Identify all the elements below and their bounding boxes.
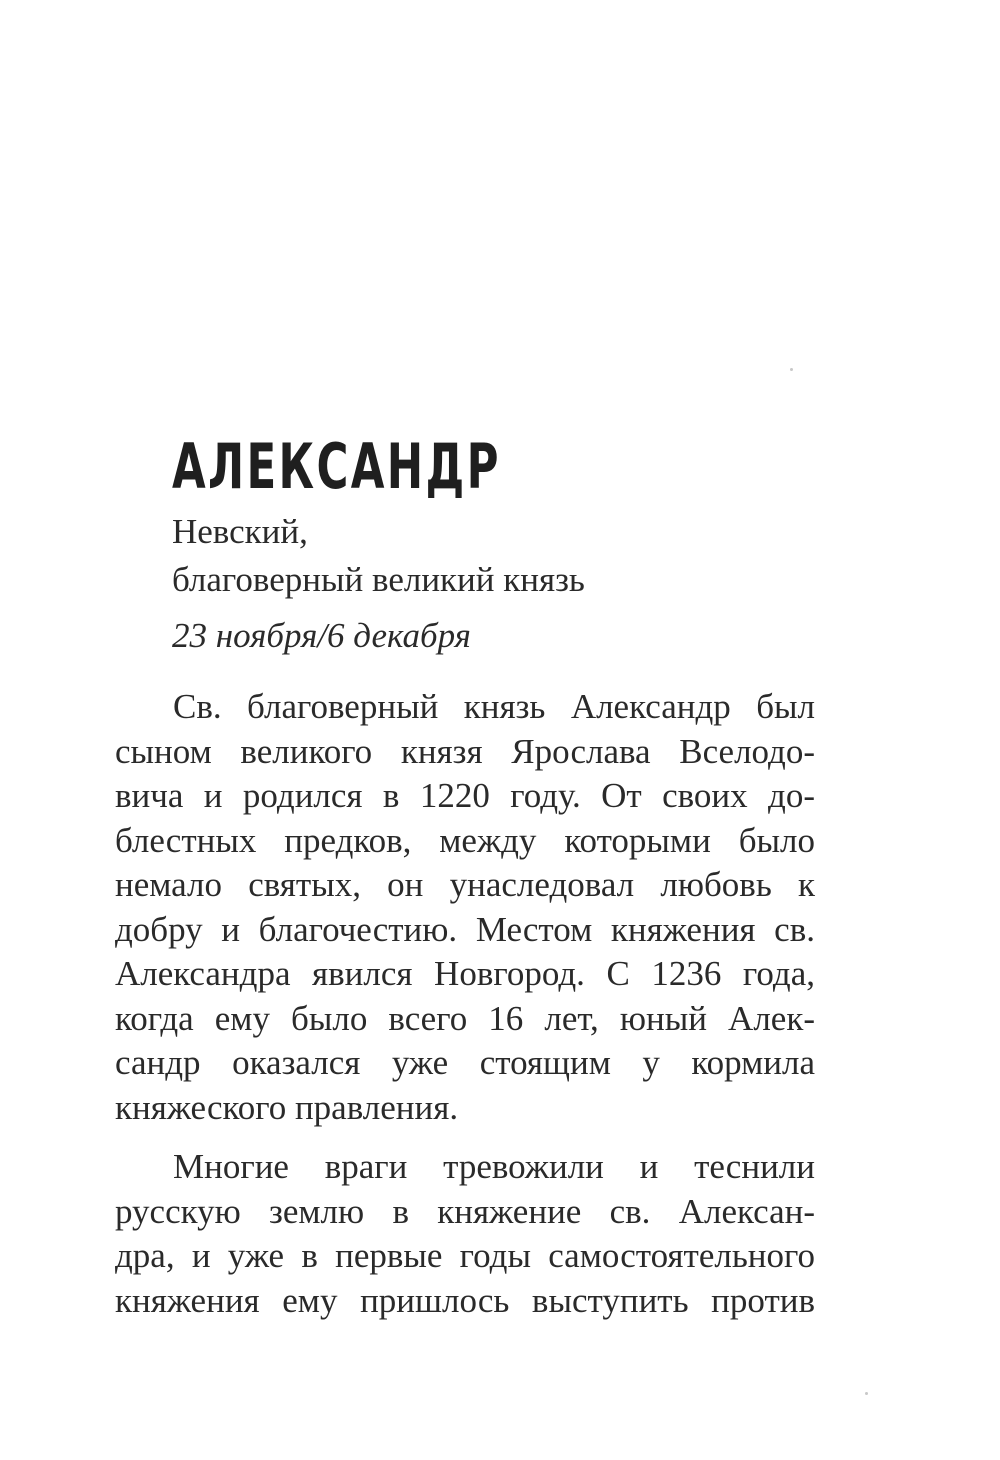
text-line: сыном великого князя Ярослава Вселодо- (115, 731, 815, 771)
text-line: Многие враги тревожили и теснили (173, 1147, 815, 1186)
paper-speck (790, 368, 793, 371)
text-line: блестных предков, между которыми было (115, 820, 815, 860)
paper-speck (865, 1392, 868, 1395)
subtitle-line-2: благоверный великий князь (172, 560, 585, 599)
subtitle-line-1: Невский, (172, 512, 308, 551)
text-line: когда ему было всего 16 лет, юный Алек- (115, 998, 815, 1038)
text-line: Св. благоверный князь Александр был (173, 687, 815, 726)
text-line: княжеского правления. (115, 1087, 459, 1127)
text-line: русскую землю в княжение св. Алексан- (115, 1191, 815, 1231)
paragraph-2 (115, 1145, 815, 1323)
text-line: добру и благочестию. Местом княжения св. (115, 909, 815, 949)
text-line: немало святых, он унаследовал любовь к (115, 865, 815, 904)
text-line: дра, и уже в первые годы самостоятельного (115, 1236, 815, 1275)
paragraph-gap (115, 1130, 815, 1145)
saint-name-title: АЛЕКСАНДР (172, 430, 501, 503)
text-line: княжения ему пришлось выступить против (115, 1280, 815, 1320)
text-line: вича и родился в 1220 году. От своих до- (115, 776, 815, 815)
entry-heading (172, 432, 852, 660)
paragraph-1 (115, 685, 815, 1130)
feast-date: 23 ноября/6 декабря (172, 616, 471, 655)
text-line: Александра явился Новгород. С 1236 года, (115, 954, 815, 993)
body-text (115, 685, 815, 1323)
text-line: сандр оказался уже стоящим у кормила (115, 1043, 815, 1082)
